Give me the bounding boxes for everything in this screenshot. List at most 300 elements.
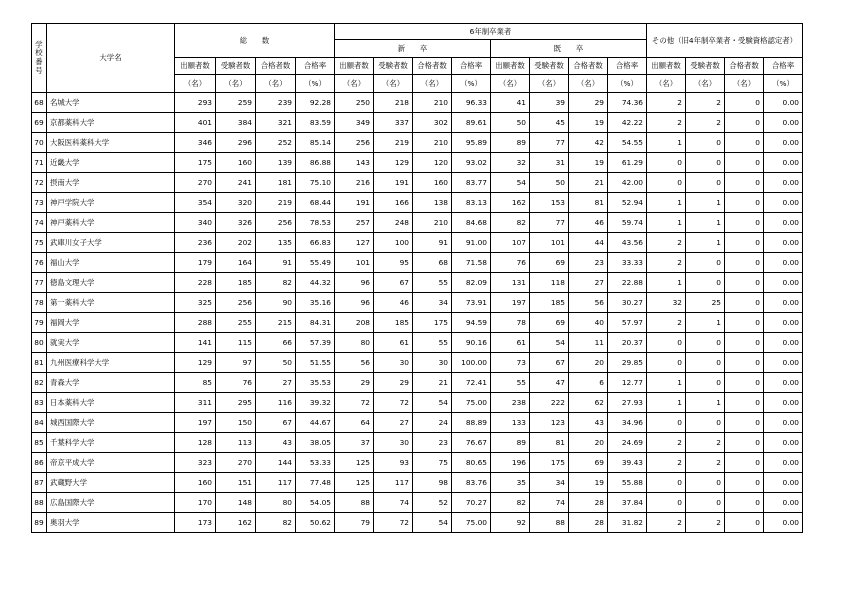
school-no-cell: 72: [32, 173, 47, 193]
value-cell-examinees: 185: [530, 293, 569, 313]
value-cell-examinees: 25: [686, 293, 725, 313]
value-cell-applicants: 85: [175, 373, 216, 393]
value-cell-examinees: 296: [216, 133, 256, 153]
univ-name-cell: 城西国際大学: [47, 413, 175, 433]
value-cell-examinees: 77: [530, 133, 569, 153]
value-cell-examinees: 47: [530, 373, 569, 393]
value-cell-examinees: 0: [686, 173, 725, 193]
value-cell-rate: 51.55: [296, 353, 335, 373]
value-cell-passers: 0: [725, 193, 764, 213]
school-no-cell: 74: [32, 213, 47, 233]
value-cell-applicants: 2: [647, 113, 686, 133]
value-cell-applicants: 0: [647, 173, 686, 193]
value-cell-passers: 69: [569, 453, 608, 473]
value-cell-rate: 68.44: [296, 193, 335, 213]
univ-name-header: 大学名: [47, 24, 175, 93]
value-cell-passers: 0: [725, 353, 764, 373]
value-cell-passers: 66: [256, 333, 296, 353]
value-cell-applicants: 2: [647, 253, 686, 273]
value-cell-applicants: 0: [647, 473, 686, 493]
value-cell-passers: 210: [413, 93, 452, 113]
value-cell-passers: 40: [569, 313, 608, 333]
value-cell-passers: 81: [569, 193, 608, 213]
school-no-cell: 87: [32, 473, 47, 493]
value-cell-examinees: 256: [216, 293, 256, 313]
value-cell-rate: 12.77: [608, 373, 647, 393]
table-row: [32, 253, 803, 273]
value-cell-applicants: 29: [335, 373, 374, 393]
unit-count: （名）: [374, 75, 413, 93]
value-cell-passers: 138: [413, 193, 452, 213]
value-cell-rate: 42.00: [608, 173, 647, 193]
value-cell-rate: 0.00: [764, 313, 803, 333]
table-body: [32, 93, 803, 533]
school-no-cell: 68: [32, 93, 47, 113]
value-cell-applicants: 80: [335, 333, 374, 353]
value-cell-examinees: 222: [530, 393, 569, 413]
value-cell-examinees: 0: [686, 493, 725, 513]
value-cell-examinees: 74: [374, 493, 413, 513]
new-grad-header: 新 卒: [335, 40, 491, 58]
value-cell-passers: 0: [725, 513, 764, 533]
value-cell-examinees: 150: [216, 413, 256, 433]
value-cell-rate: 0.00: [764, 93, 803, 113]
value-cell-passers: 120: [413, 153, 452, 173]
value-cell-applicants: 401: [175, 113, 216, 133]
value-cell-examinees: 76: [216, 373, 256, 393]
value-cell-examinees: 337: [374, 113, 413, 133]
value-cell-rate: 39.32: [296, 393, 335, 413]
value-cell-passers: 82: [256, 273, 296, 293]
col-header-examinees: 受験者数: [530, 58, 569, 75]
unit-count: （名）: [686, 75, 725, 93]
value-cell-rate: 89.61: [452, 113, 491, 133]
value-cell-passers: 42: [569, 133, 608, 153]
value-cell-examinees: 1: [686, 393, 725, 413]
value-cell-examinees: 1: [686, 313, 725, 333]
value-cell-rate: 30.27: [608, 293, 647, 313]
school-no-cell: 81: [32, 353, 47, 373]
value-cell-passers: 21: [413, 373, 452, 393]
value-cell-rate: 96.33: [452, 93, 491, 113]
value-cell-passers: 210: [413, 213, 452, 233]
value-cell-passers: 210: [413, 133, 452, 153]
value-cell-examinees: 153: [530, 193, 569, 213]
value-cell-passers: 302: [413, 113, 452, 133]
value-cell-applicants: 32: [647, 293, 686, 313]
value-cell-rate: 24.69: [608, 433, 647, 453]
value-cell-rate: 0.00: [764, 513, 803, 533]
value-cell-examinees: 54: [530, 333, 569, 353]
value-cell-passers: 11: [569, 333, 608, 353]
value-cell-examinees: 295: [216, 393, 256, 413]
value-cell-passers: 28: [569, 513, 608, 533]
school-no-cell: 76: [32, 253, 47, 273]
value-cell-rate: 73.91: [452, 293, 491, 313]
value-cell-rate: 42.22: [608, 113, 647, 133]
value-cell-passers: 135: [256, 233, 296, 253]
value-cell-examinees: 0: [686, 373, 725, 393]
value-cell-rate: 84.31: [296, 313, 335, 333]
value-cell-rate: 35.53: [296, 373, 335, 393]
school-no-cell: 82: [32, 373, 47, 393]
value-cell-applicants: 79: [335, 513, 374, 533]
value-cell-applicants: 56: [335, 353, 374, 373]
univ-name-cell: 神戸薬科大学: [47, 213, 175, 233]
value-cell-examinees: 2: [686, 113, 725, 133]
univ-name-cell: 武蔵野大学: [47, 473, 175, 493]
value-cell-applicants: 1: [647, 273, 686, 293]
other-header: その他（旧4年制卒業者・受験資格認定者）: [647, 24, 803, 58]
value-cell-applicants: 349: [335, 113, 374, 133]
unit-count: （名）: [216, 75, 256, 93]
value-cell-rate: 53.33: [296, 453, 335, 473]
value-cell-rate: 0.00: [764, 473, 803, 493]
value-cell-applicants: 82: [491, 213, 530, 233]
value-cell-passers: 0: [725, 253, 764, 273]
value-cell-rate: 20.37: [608, 333, 647, 353]
value-cell-rate: 0.00: [764, 273, 803, 293]
value-cell-examinees: 2: [686, 93, 725, 113]
prev-grad-header: 既 卒: [491, 40, 647, 58]
value-cell-rate: 57.39: [296, 333, 335, 353]
value-cell-passers: 54: [413, 513, 452, 533]
value-cell-examinees: 259: [216, 93, 256, 113]
value-cell-rate: 93.02: [452, 153, 491, 173]
value-cell-rate: 34.96: [608, 413, 647, 433]
value-cell-applicants: 143: [335, 153, 374, 173]
value-cell-examinees: 151: [216, 473, 256, 493]
value-cell-passers: 139: [256, 153, 296, 173]
value-cell-rate: 94.59: [452, 313, 491, 333]
value-cell-passers: 23: [413, 433, 452, 453]
table-row: [32, 173, 803, 193]
value-cell-passers: 175: [413, 313, 452, 333]
value-cell-rate: 75.10: [296, 173, 335, 193]
table-row: [32, 313, 803, 333]
value-cell-passers: 21: [569, 173, 608, 193]
value-cell-applicants: 197: [175, 413, 216, 433]
value-cell-rate: 0.00: [764, 413, 803, 433]
value-cell-rate: 50.62: [296, 513, 335, 533]
unit-count: （名）: [335, 75, 374, 93]
value-cell-rate: 78.53: [296, 213, 335, 233]
value-cell-examinees: 326: [216, 213, 256, 233]
value-cell-passers: 181: [256, 173, 296, 193]
value-cell-passers: 91: [413, 233, 452, 253]
value-cell-examinees: 29: [374, 373, 413, 393]
univ-name-cell: 神戸学院大学: [47, 193, 175, 213]
value-cell-applicants: 107: [491, 233, 530, 253]
value-cell-passers: 160: [413, 173, 452, 193]
value-cell-examinees: 1: [686, 213, 725, 233]
univ-name-cell: 日本薬科大学: [47, 393, 175, 413]
value-cell-applicants: 37: [335, 433, 374, 453]
value-cell-rate: 29.85: [608, 353, 647, 373]
value-cell-passers: 27: [569, 273, 608, 293]
value-cell-rate: 35.16: [296, 293, 335, 313]
value-cell-applicants: 41: [491, 93, 530, 113]
value-cell-applicants: 236: [175, 233, 216, 253]
results-table: [31, 23, 803, 533]
value-cell-passers: 43: [256, 433, 296, 453]
value-cell-examinees: 45: [530, 113, 569, 133]
school-no-cell: 69: [32, 113, 47, 133]
value-cell-examinees: 241: [216, 173, 256, 193]
univ-name-cell: 京都薬科大学: [47, 113, 175, 133]
value-cell-rate: 86.88: [296, 153, 335, 173]
value-cell-applicants: 32: [491, 153, 530, 173]
school-no-cell: 70: [32, 133, 47, 153]
value-cell-rate: 70.27: [452, 493, 491, 513]
value-cell-applicants: 133: [491, 413, 530, 433]
value-cell-passers: 219: [256, 193, 296, 213]
value-cell-rate: 38.05: [296, 433, 335, 453]
value-cell-passers: 0: [725, 293, 764, 313]
value-cell-passers: 24: [413, 413, 452, 433]
value-cell-passers: 55: [413, 333, 452, 353]
value-cell-examinees: 81: [530, 433, 569, 453]
value-cell-examinees: 77: [530, 213, 569, 233]
value-cell-passers: 82: [256, 513, 296, 533]
value-cell-applicants: 1: [647, 193, 686, 213]
value-cell-passers: 52: [413, 493, 452, 513]
value-cell-rate: 54.05: [296, 493, 335, 513]
table-row: [32, 133, 803, 153]
school-no-cell: 79: [32, 313, 47, 333]
value-cell-rate: 0.00: [764, 373, 803, 393]
value-cell-examinees: 95: [374, 253, 413, 273]
col-header-passers: 合格者数: [413, 58, 452, 75]
value-cell-passers: 0: [725, 473, 764, 493]
value-cell-examinees: 39: [530, 93, 569, 113]
value-cell-applicants: 78: [491, 313, 530, 333]
value-cell-examinees: 384: [216, 113, 256, 133]
value-cell-applicants: 125: [335, 453, 374, 473]
value-cell-rate: 55.49: [296, 253, 335, 273]
univ-name-cell: 九州医療科学大学: [47, 353, 175, 373]
value-cell-applicants: 346: [175, 133, 216, 153]
value-cell-applicants: 160: [175, 473, 216, 493]
value-cell-applicants: 256: [335, 133, 374, 153]
value-cell-applicants: 197: [491, 293, 530, 313]
unit-count: （名）: [725, 75, 764, 93]
value-cell-examinees: 118: [530, 273, 569, 293]
value-cell-passers: 0: [725, 153, 764, 173]
value-cell-examinees: 100: [374, 233, 413, 253]
value-cell-rate: 75.00: [452, 513, 491, 533]
value-cell-applicants: 238: [491, 393, 530, 413]
value-cell-examinees: 69: [530, 253, 569, 273]
value-cell-applicants: 128: [175, 433, 216, 453]
univ-name-cell: 就実大学: [47, 333, 175, 353]
value-cell-applicants: 72: [335, 393, 374, 413]
unit-count: （名）: [413, 75, 452, 93]
value-cell-passers: 19: [569, 113, 608, 133]
value-cell-rate: 0.00: [764, 133, 803, 153]
col-header-rate: 合格率: [608, 58, 647, 75]
value-cell-rate: 52.94: [608, 193, 647, 213]
unit-count: （名）: [256, 75, 296, 93]
value-cell-applicants: 0: [647, 153, 686, 173]
value-cell-examinees: 115: [216, 333, 256, 353]
col-header-examinees: 受験者数: [216, 58, 256, 75]
unit-rate: （%）: [764, 75, 803, 93]
value-cell-applicants: 96: [335, 293, 374, 313]
value-cell-applicants: 323: [175, 453, 216, 473]
value-cell-rate: 71.58: [452, 253, 491, 273]
value-cell-passers: 252: [256, 133, 296, 153]
value-cell-applicants: 2: [647, 433, 686, 453]
value-cell-applicants: 54: [491, 173, 530, 193]
value-cell-rate: 0.00: [764, 233, 803, 253]
value-cell-rate: 44.32: [296, 273, 335, 293]
value-cell-examinees: 34: [530, 473, 569, 493]
value-cell-examinees: 117: [374, 473, 413, 493]
value-cell-applicants: 325: [175, 293, 216, 313]
value-cell-examinees: 101: [530, 233, 569, 253]
value-cell-examinees: 2: [686, 433, 725, 453]
value-cell-applicants: 0: [647, 493, 686, 513]
value-cell-rate: 22.88: [608, 273, 647, 293]
value-cell-passers: 56: [569, 293, 608, 313]
value-cell-applicants: 288: [175, 313, 216, 333]
value-cell-applicants: 1: [647, 213, 686, 233]
univ-name-cell: 福岡大学: [47, 313, 175, 333]
value-cell-rate: 54.55: [608, 133, 647, 153]
value-cell-passers: 239: [256, 93, 296, 113]
value-cell-rate: 33.33: [608, 253, 647, 273]
value-cell-passers: 0: [725, 493, 764, 513]
value-cell-rate: 0.00: [764, 213, 803, 233]
value-cell-rate: 0.00: [764, 453, 803, 473]
table-row: [32, 113, 803, 133]
value-cell-examinees: 0: [686, 413, 725, 433]
value-cell-passers: 20: [569, 353, 608, 373]
value-cell-applicants: 82: [491, 493, 530, 513]
value-cell-examinees: 1: [686, 233, 725, 253]
col-header-applicants: 出願者数: [647, 58, 686, 75]
col-header-examinees: 受験者数: [686, 58, 725, 75]
unit-count: （名）: [491, 75, 530, 93]
value-cell-examinees: 0: [686, 333, 725, 353]
value-cell-applicants: 73: [491, 353, 530, 373]
value-cell-applicants: 196: [491, 453, 530, 473]
value-cell-examinees: 0: [686, 153, 725, 173]
value-cell-rate: 0.00: [764, 153, 803, 173]
value-cell-examinees: 69: [530, 313, 569, 333]
value-cell-passers: 0: [725, 133, 764, 153]
table-row: [32, 153, 803, 173]
value-cell-rate: 72.41: [452, 373, 491, 393]
value-cell-applicants: 96: [335, 273, 374, 293]
univ-name-cell: 徳島文理大学: [47, 273, 175, 293]
univ-name-cell: 大阪医科薬科大学: [47, 133, 175, 153]
value-cell-examinees: 0: [686, 353, 725, 373]
value-cell-examinees: 185: [374, 313, 413, 333]
table-row: [32, 393, 803, 413]
unit-rate: （%）: [296, 75, 335, 93]
value-cell-rate: 57.97: [608, 313, 647, 333]
value-cell-applicants: 228: [175, 273, 216, 293]
value-cell-examinees: 148: [216, 493, 256, 513]
school-no-header: 学校番号: [32, 24, 47, 93]
value-cell-passers: 54: [413, 393, 452, 413]
value-cell-passers: 0: [725, 413, 764, 433]
value-cell-examinees: 0: [686, 473, 725, 493]
value-cell-applicants: 179: [175, 253, 216, 273]
value-cell-examinees: 123: [530, 413, 569, 433]
value-cell-examinees: 67: [374, 273, 413, 293]
value-cell-passers: 0: [725, 213, 764, 233]
value-cell-rate: 77.48: [296, 473, 335, 493]
value-cell-passers: 20: [569, 433, 608, 453]
univ-name-cell: 近畿大学: [47, 153, 175, 173]
value-cell-rate: 83.59: [296, 113, 335, 133]
value-cell-rate: 83.76: [452, 473, 491, 493]
value-cell-examinees: 162: [216, 513, 256, 533]
table-row: [32, 233, 803, 253]
value-cell-passers: 80: [256, 493, 296, 513]
value-cell-passers: 28: [569, 493, 608, 513]
table-row: [32, 473, 803, 493]
value-cell-applicants: 127: [335, 233, 374, 253]
value-cell-applicants: 35: [491, 473, 530, 493]
value-cell-applicants: 61: [491, 333, 530, 353]
value-cell-applicants: 125: [335, 473, 374, 493]
col-header-examinees: 受験者数: [374, 58, 413, 75]
value-cell-passers: 0: [725, 113, 764, 133]
value-cell-examinees: 219: [374, 133, 413, 153]
value-cell-applicants: 2: [647, 313, 686, 333]
value-cell-applicants: 89: [491, 133, 530, 153]
value-cell-rate: 0.00: [764, 173, 803, 193]
value-cell-applicants: 257: [335, 213, 374, 233]
table-row: [32, 193, 803, 213]
value-cell-passers: 0: [725, 333, 764, 353]
value-cell-examinees: 31: [530, 153, 569, 173]
univ-name-cell: 広島国際大学: [47, 493, 175, 513]
value-cell-applicants: 1: [647, 393, 686, 413]
value-cell-applicants: 92: [491, 513, 530, 533]
table-row: [32, 273, 803, 293]
value-cell-examinees: 270: [216, 453, 256, 473]
table-row: [32, 333, 803, 353]
value-cell-applicants: 208: [335, 313, 374, 333]
value-cell-rate: 82.09: [452, 273, 491, 293]
value-cell-examinees: 0: [686, 133, 725, 153]
value-cell-passers: 50: [256, 353, 296, 373]
value-cell-rate: 84.68: [452, 213, 491, 233]
univ-name-cell: 奥羽大学: [47, 513, 175, 533]
value-cell-passers: 90: [256, 293, 296, 313]
value-cell-examinees: 88: [530, 513, 569, 533]
value-cell-applicants: 0: [647, 413, 686, 433]
school-no-cell: 71: [32, 153, 47, 173]
value-cell-passers: 91: [256, 253, 296, 273]
value-cell-applicants: 191: [335, 193, 374, 213]
value-cell-applicants: 64: [335, 413, 374, 433]
unit-count: （名）: [569, 75, 608, 93]
value-cell-applicants: 250: [335, 93, 374, 113]
col-header-applicants: 出願者数: [175, 58, 216, 75]
value-cell-passers: 98: [413, 473, 452, 493]
value-cell-rate: 55.88: [608, 473, 647, 493]
school-no-cell: 88: [32, 493, 47, 513]
value-cell-applicants: 88: [335, 493, 374, 513]
value-cell-examinees: 93: [374, 453, 413, 473]
value-cell-passers: 321: [256, 113, 296, 133]
